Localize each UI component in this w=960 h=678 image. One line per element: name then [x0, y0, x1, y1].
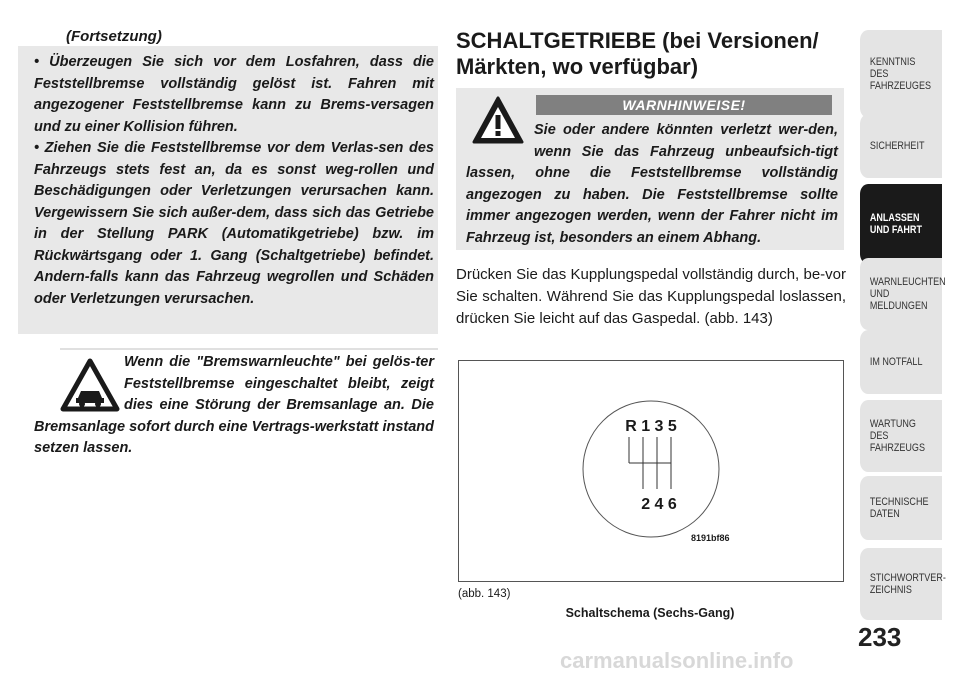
- figure-code: 8191bf86: [691, 533, 730, 543]
- tab-label: ANLASSEN UND FAHRT: [869, 212, 922, 236]
- tab-label: TECHNISCHE DATEN: [869, 496, 929, 520]
- watermark: carmanualsonline.info: [560, 648, 794, 673]
- tab-technische-daten[interactable]: [860, 476, 942, 540]
- tab-label: WARTUNG DES FAHRZEUGS: [869, 418, 925, 454]
- tab-notfall[interactable]: [860, 330, 942, 394]
- warning-paragraph-2: • Ziehen Sie die Feststellbremse vor dem Verlas-sen des Fahrzeugs stets fest an, da es sonst weg-rollen und Beschädigungen oder Verletzungen verursachen kann. Vergewissern Sie sich außer-dem, dass sich das Getriebe in der Stellung PARK (Automatikgetriebe) bzw. im Rückwärtsgang oder 1. Gang (Schaltgetriebe) befindet. Andern-falls kann das Fahrzeug wegrollen und Schäden oder Verletzungen verursachen.: [34, 140, 434, 307]
- warning-paragraph-1: • Überzeugen Sie sich vor dem Losfahren, dass die Feststellbremse vollständig gelöst ist. Fahren mit angezogener Feststellbremse kann zu Brems-versagen und zu einer Kollision führen.: [34, 54, 434, 135]
- continuation-label: (Fortsetzung): [66, 28, 162, 45]
- tab-wartung[interactable]: [860, 400, 942, 472]
- tab-anlassen[interactable]: [860, 184, 942, 264]
- gear-shift-diagram: [459, 361, 843, 581]
- tab-label: IM NOTFALL: [869, 356, 923, 368]
- warning-triangle-icon: [472, 96, 524, 144]
- gear-bottom-labels: 2 4 6: [641, 496, 677, 513]
- warning-label: WARNHINWEISE!: [536, 95, 832, 115]
- figure-reference: (abb. 143): [458, 588, 511, 600]
- shift-gate-lines: [629, 437, 671, 489]
- tab-label: KENNTNIS DES FAHRZEUGES: [869, 56, 931, 92]
- tab-label: SICHERHEIT: [869, 140, 925, 152]
- page-number: 233: [858, 622, 902, 652]
- tab-warnleuchten[interactable]: [860, 258, 946, 330]
- note-text: Wenn die "Bremswarnleuchte" bei gelös-ter Feststellbremse eingeschaltet bleibt, zeigt dies eine Störung der Bremsanlage an. Die Bremsanlage sofort durch eine Vertrags-werkstatt instand setzen lassen.: [34, 354, 434, 456]
- vehicle-warning-icon: [60, 358, 120, 412]
- tab-sicherheit[interactable]: [860, 114, 942, 178]
- tab-stichwortverzeichnis[interactable]: [860, 548, 946, 620]
- tab-label: STICHWORTVER- ZEICHNIS: [869, 572, 946, 596]
- body-paragraph: Drücken Sie das Kupplungspedal vollständig durch, be-vor Sie schalten. Während Sie das Kupplungspedal loslassen, drücken Sie leicht auf das Gaspedal. (abb. 143): [456, 266, 846, 327]
- section-title: SCHALTGETRIEBE (bei Versionen/ Märkten, wo verfügbar): [456, 28, 819, 79]
- gear-top-labels: R 1 3 5: [625, 418, 677, 435]
- gear-shift-figure: [458, 360, 844, 582]
- warning-text: [34, 52, 434, 310]
- tab-label: WARNLEUCHTEN UND MELDUNGEN: [869, 276, 946, 312]
- warning-text-2: Sie oder andere könnten verletzt wer-den, wenn Sie das Fahrzeug unbeaufsich-tigt lassen, ohne die Feststellbremse vollständig angezogen zu haben. Die Feststellbremse sollte immer angezogen werden, wenn der Fahrer nicht im Fahrzeug ist, besonders an einem Abhang.: [466, 122, 838, 246]
- figure-caption: Schaltschema (Sechs-Gang): [565, 606, 735, 620]
- separator: [60, 348, 438, 350]
- tab-kenntnis[interactable]: [860, 30, 942, 118]
